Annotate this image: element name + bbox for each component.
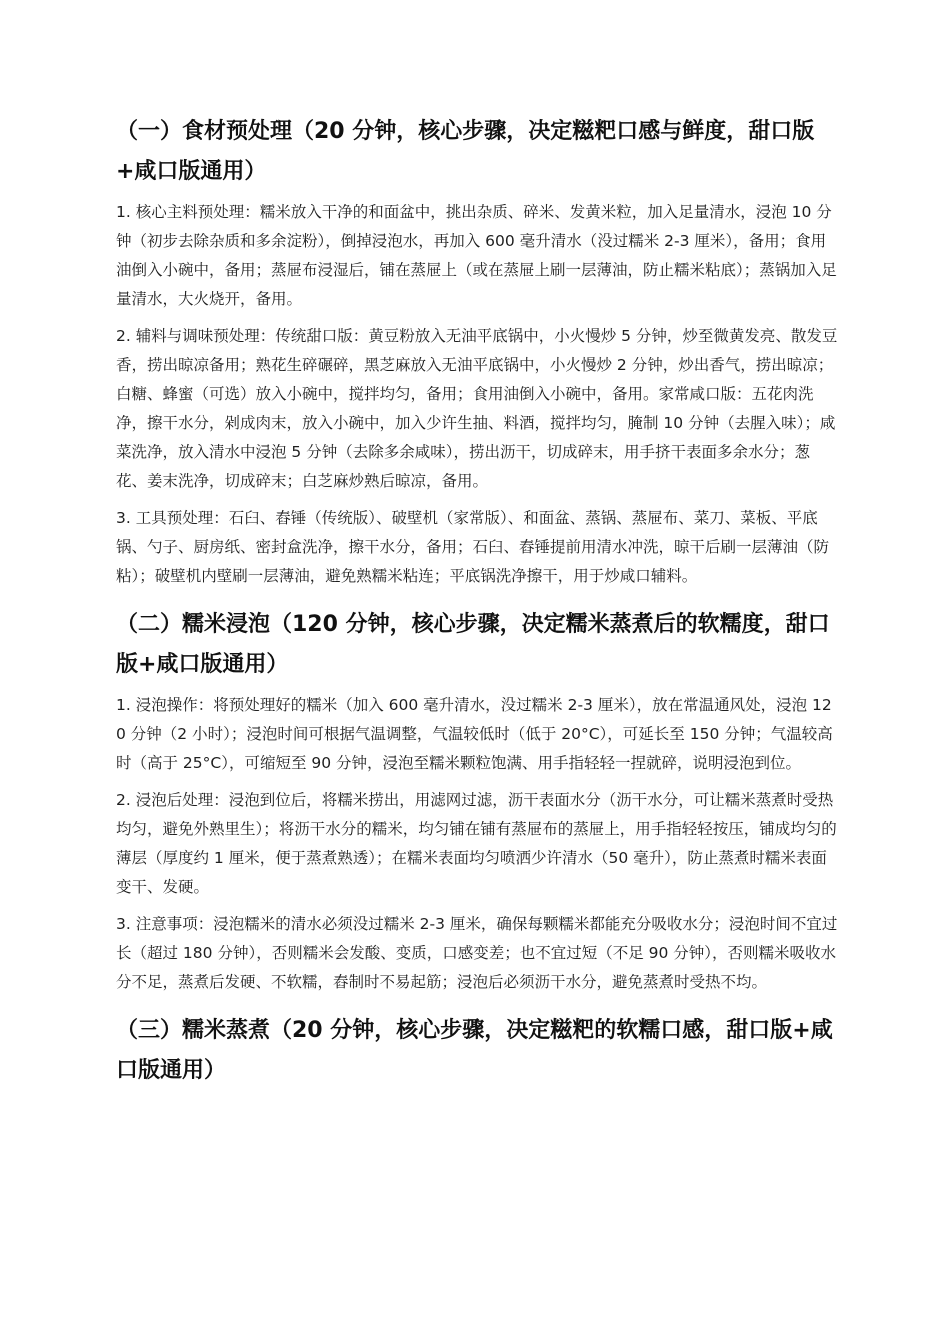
section-title: （三）糯米蒸煮（20 分钟，核心步骤，决定糍粑的软糯口感，甜口版+咸口版通用）	[116, 1018, 833, 1083]
paragraph: 3. 工具预处理：石臼、舂锤（传统版）、破壁机（家常版）、和面盆、蒸锅、蒸屉布、菜刀、菜板、平底锅、勺子、厨房纸、密封盒洗净，擦干水分，备用；石臼、舂锤提前用清水冲洗，晾干后刷一层薄油（防粘）；破壁机内壁刷一层薄油，避免熟糯米粘连；平底锅洗净擦干，用于炒咸口辅料。	[116, 509, 830, 585]
paragraph: 1. 核心主料预处理：糯米放入干净的和面盆中，挑出杂质、碎米、发黄米粒，加入足量清水，浸泡 10 分钟（初步去除杂质和多余淀粉），倒掉浸泡水，再加入 600 毫升清水（没过糯米 2-3 厘米），备用；食用油倒入小碗中，备用；蒸屉布浸湿后，铺在蒸屉上（或在蒸屉上刷一层薄油，防止糯米粘底）；蒸锅加入足量清水，大火烧开，备用。	[116, 203, 837, 308]
section-rice-steaming	[116, 1011, 840, 1091]
paragraph: 2. 浸泡后处理：浸泡到位后，将糯米捞出，用滤网过滤，沥干表面水分（沥干水分，可让糯米蒸煮时受热均匀，避免外熟里生）；将沥干水分的糯米，均匀铺在铺有蒸屉布的蒸屉上，用手指轻轻按压，铺成均匀的薄层（厚度约 1 厘米，便于蒸煮熟透）；在糯米表面均匀喷洒少许清水（50 毫升），防止蒸煮时糯米表面变干、发硬。	[116, 791, 837, 896]
section-rice-soaking	[116, 605, 840, 997]
section-food-prep	[116, 112, 840, 591]
paragraph: 2. 辅料与调味预处理：传统甜口版：黄豆粉放入无油平底锅中，小火慢炒 5 分钟，炒至微黄发亮、散发豆香，捞出晾凉备用；熟花生碎碾碎，黑芝麻放入无油平底锅中，小火慢炒 2 分钟，炒出香气，捞出晾凉；白糖、蜂蜜（可选）放入小碗中，搅拌均匀，备用；食用油倒入小碗中，备用。家常咸口版：五花肉洗净，擦干水分，剁成肉末，放入小碗中，加入少许生抽、料酒，搅拌均匀，腌制 10 分钟（去腥入味）；咸菜洗净，放入清水中浸泡 5 分钟（去除多余咸味），捞出沥干，切成碎末，用手挤干表面多余水分；葱花、姜末洗净，切成碎末；白芝麻炒熟后晾凉，备用。	[116, 327, 838, 490]
document-page	[116, 112, 840, 1105]
paragraph: 3. 注意事项：浸泡糯米的清水必须没过糯米 2-3 厘米，确保每颗糯米都能充分吸收水分；浸泡时间不宜过长（超过 180 分钟），否则糯米会发酸、变质，口感变差；也不宜过短（不足 90 分钟），否则糯米吸收水分不足，蒸煮后发硬、不软糯，舂制时不易起筋；浸泡后必须沥干水分，避免蒸煮时受热不均。	[116, 915, 838, 991]
section-title: （一）食材预处理（20 分钟，核心步骤，决定糍粑口感与鲜度，甜口版+咸口版通用）	[116, 119, 815, 184]
paragraph: 1. 浸泡操作：将预处理好的糯米（加入 600 毫升清水，没过糯米 2-3 厘米），放在常温通风处，浸泡 120 分钟（2 小时）；浸泡时间可根据气温调整，气温较低时（低于 20°C），可延长至 150 分钟；气温较高时（高于 25°C），可缩短至 90 分钟，浸泡至糯米颗粒饱满、用手指轻轻一捏就碎，说明浸泡到位。	[116, 696, 833, 772]
section-title: （二）糯米浸泡（120 分钟，核心步骤，决定糯米蒸煮后的软糯度，甜口版+咸口版通用）	[116, 612, 830, 677]
